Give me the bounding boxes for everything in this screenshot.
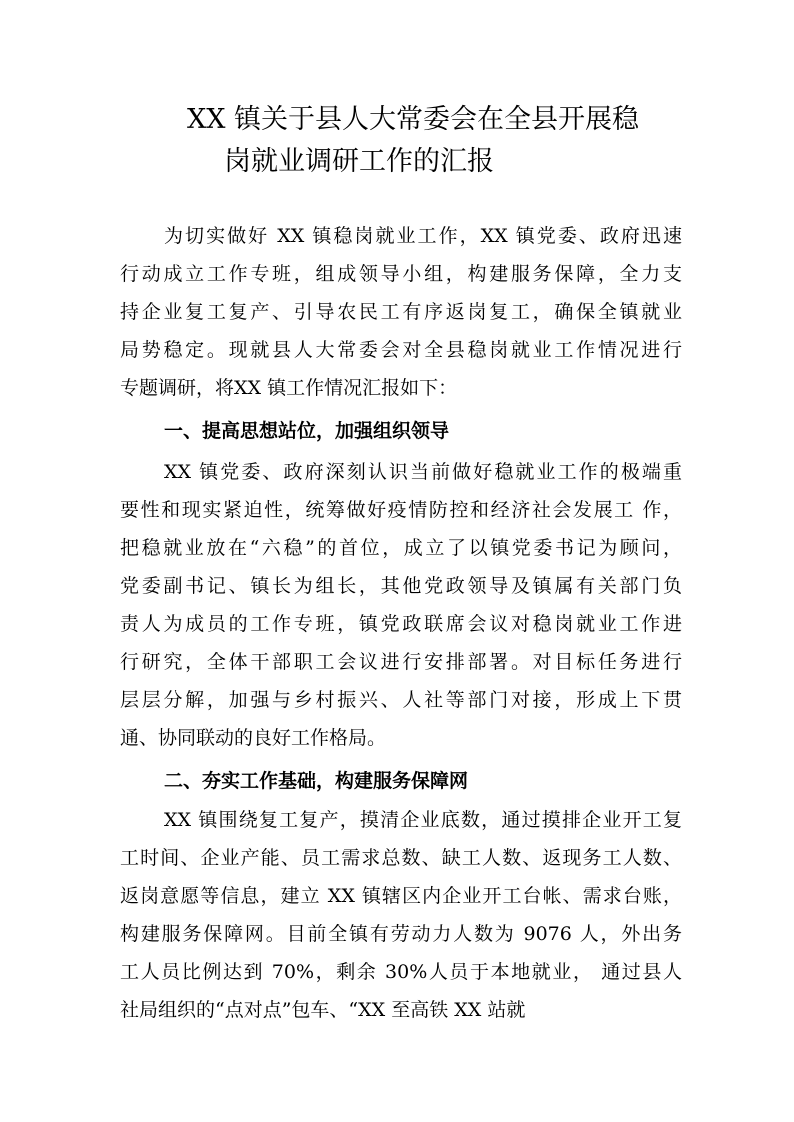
intro-paragraph-line: 持企业复工复产、引导农民工有序返岗复工，确保全镇就业 [120, 301, 682, 323]
section1-paragraph-line: 党委副书记、镇长为组长，其他党政领导及镇属有关部门负 [120, 575, 682, 597]
section1-paragraph-line: 把稳就业放在“六稳”的首位，成立了以镇党委书记为顾问， [120, 537, 682, 559]
document-title-line-2: 岗就业调研工作的汇报 [224, 146, 494, 177]
intro-paragraph-line: 专题调研，将XX 镇工作情况汇报如下： [120, 377, 458, 399]
intro-paragraph-line: 行动成立工作专班，组成领导小组，构建服务保障，全力支 [120, 263, 682, 285]
section1-paragraph-line: 行研究，全体干部职工会议进行安排部署。对目标任务进行 [120, 651, 682, 673]
section-heading-1: 一、提高思想站位，加强组织领导 [164, 420, 450, 442]
document-title-line-1: XX 镇关于县人大常委会在全县开展稳 [187, 104, 640, 135]
section1-paragraph-line: 通、协同联动的良好工作格局。 [120, 727, 387, 749]
section1-paragraph-line: XX 镇党委、政府深刻认识当前做好稳就业工作的极端重 [164, 461, 682, 483]
section2-paragraph-line: XX 镇围绕复工复产，摸清企业底数，通过摸排企业开工复 [164, 809, 682, 831]
section2-paragraph-line: 返岗意愿等信息，建立 XX 镇辖区内企业开工台帐、需求台账， [120, 885, 682, 907]
section1-paragraph-line: 层层分解，加强与乡村振兴、人社等部门对接，形成上下贯 [120, 689, 682, 711]
section2-paragraph-line: 构建服务保障网。目前全镇有劳动力人数为 9076 人，外出务 [120, 923, 682, 945]
intro-paragraph-line: 局势稳定。现就县人大常委会对全县稳岗就业工作情况进行 [120, 339, 682, 361]
section2-paragraph-line: 社局组织的“点对点”包车、“XX 至高铁 XX 站就 [120, 999, 526, 1021]
intro-paragraph-line: 为切实做好 XX 镇稳岗就业工作，XX 镇党委、政府迅速 [164, 225, 682, 247]
section1-paragraph-line: 要性和现实紧迫性，统筹做好疫情防控和经济社会发展工 作， [120, 499, 682, 521]
section2-paragraph-line: 工人员比例达到 70%，剩余 30%人员于本地就业， 通过县人 [120, 961, 682, 983]
section-heading-2: 二、夯实工作基础，构建服务保障网 [164, 770, 469, 792]
section1-paragraph-line: 责人为成员的工作专班，镇党政联席会议对稳岗就业工作进 [120, 613, 682, 635]
section2-paragraph-line: 工时间、企业产能、员工需求总数、缺工人数、返现务工人数、 [120, 847, 682, 869]
